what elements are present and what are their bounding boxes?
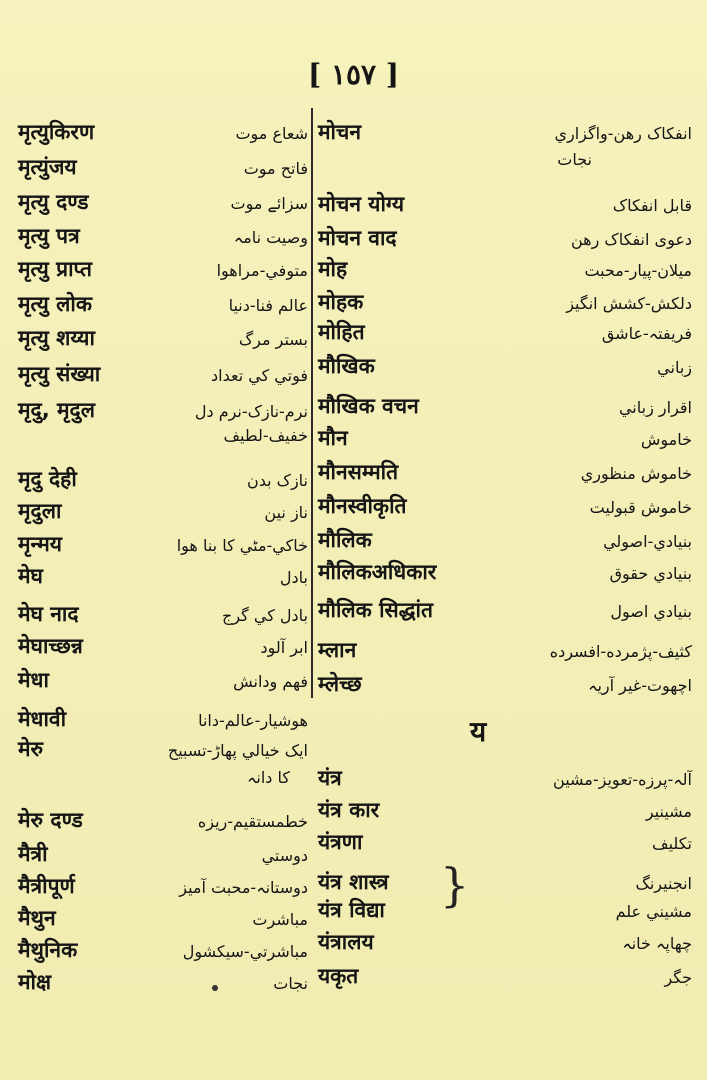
hindi-word: यंत्रालय (318, 930, 374, 954)
dictionary-entry (18, 666, 308, 694)
curly-brace-icon: } (440, 858, 470, 912)
dictionary-entry (18, 968, 308, 996)
urdu-meaning: انفکاک رهن-واگزاري (554, 124, 692, 143)
urdu-meaning: خاموش منظوري (580, 464, 692, 483)
dictionary-entry (318, 796, 692, 824)
hindi-word: मोचन योग्य (318, 192, 404, 216)
urdu-meaning: خطمستقیم-ریزه (197, 812, 308, 831)
dictionary-entry (318, 288, 692, 316)
urdu-meaning: خاموش قبولیت (589, 498, 692, 517)
hindi-word: मौनस्वीकृति (318, 494, 407, 518)
urdu-meaning: فهم ودانش (233, 672, 308, 691)
dictionary-entry (318, 190, 692, 218)
dictionary-entry (18, 600, 308, 628)
hindi-word: मोक्ष (18, 970, 52, 994)
hindi-word: मेधावी (18, 707, 67, 731)
dictionary-entry-continuation (18, 426, 308, 445)
hindi-word: मोहित (318, 320, 365, 344)
urdu-meaning: مشینیر (645, 802, 692, 821)
urdu-meaning: مشیني علم (615, 902, 692, 921)
urdu-meaning: خفیف-لطیف (223, 426, 308, 445)
dictionary-entry (318, 458, 692, 486)
hindi-word: मेरु (18, 737, 44, 761)
dictionary-entry (18, 153, 308, 181)
hindi-word: मेधा (18, 668, 49, 692)
dictionary-entry (18, 497, 308, 525)
dictionary-entry (318, 424, 692, 452)
urdu-meaning: دوستانہ-محبت آمیز (179, 878, 308, 897)
urdu-meaning: بنیادي حقوق (609, 564, 692, 583)
hindi-word: मृत्युंजय (18, 155, 77, 179)
hindi-word: मैथुनिक (18, 938, 78, 962)
urdu-meaning: تکلیف (652, 834, 692, 853)
dictionary-entry (318, 670, 692, 698)
hindi-word: मेघाच्छन्न (18, 634, 83, 658)
hindi-word: मैत्रीपूर्ण (18, 874, 75, 898)
dictionary-entry (318, 764, 692, 792)
dictionary-entry (18, 705, 308, 733)
urdu-meaning: ناز نین (264, 503, 308, 522)
dictionary-entry (18, 290, 308, 318)
urdu-meaning: نجات (557, 150, 592, 169)
urdu-meaning: خاکي-مٹي کا بنا هوا (176, 536, 308, 555)
dictionary-entry (18, 530, 308, 558)
hindi-word: मेघ (18, 564, 43, 588)
urdu-meaning: فوتي کي تعداد (211, 366, 308, 385)
hindi-word: मृत्यु दण्ड (18, 190, 89, 214)
urdu-meaning: کثیف-پژمرده-افسرده (549, 642, 692, 661)
hindi-word: मैथुन (18, 906, 56, 930)
hindi-word: यंत्र विद्या (318, 898, 385, 922)
page-number: [ ١٥٧ ] (307, 58, 400, 91)
urdu-meaning: نرم-نازک-نرم دل (194, 402, 308, 421)
dictionary-entry (18, 118, 308, 146)
urdu-meaning: بادل کي گرج (222, 606, 308, 625)
hindi-word: यंत्र (318, 766, 342, 790)
dictionary-entry-continuation (18, 768, 308, 787)
section-letter-heading: य (470, 715, 487, 748)
hindi-word: मौनसम्मति (318, 460, 399, 484)
urdu-meaning: میلان-پیار-محبت (584, 261, 692, 280)
urdu-meaning: دعوی انفکاک رهن (571, 230, 692, 249)
urdu-meaning: اچهوت-غیر آریہ (588, 676, 692, 695)
urdu-meaning: اقرار زباني (618, 398, 692, 417)
hindi-word: म्लेच्छ (318, 672, 362, 696)
hindi-word: मौखिक वचन (318, 394, 419, 418)
dictionary-entry (18, 840, 308, 868)
hindi-word: मृत्यु पत्र (18, 224, 80, 248)
dictionary-entry (18, 324, 308, 352)
urdu-meaning: نازک بدن (246, 471, 308, 490)
hindi-word: मृत्युकिरण (18, 120, 95, 144)
dictionary-entry (18, 222, 308, 250)
hindi-word: यंत्र कार (318, 798, 380, 822)
dictionary-entry (18, 936, 308, 964)
dictionary-entry (318, 492, 692, 520)
urdu-meaning: انجنیرنگ (635, 874, 692, 893)
hindi-word: मौलिक (318, 528, 372, 552)
urdu-meaning: فریفتہ-عاشق (601, 324, 692, 343)
hindi-word: मृदु देही (18, 467, 77, 491)
urdu-meaning: سزائے موت (230, 194, 308, 213)
urdu-meaning: خاموش (640, 430, 692, 449)
dictionary-entry (318, 118, 692, 146)
dictionary-entry-continuation (318, 150, 692, 169)
dictionary-entry (318, 392, 692, 420)
dictionary-entry (318, 896, 692, 924)
hindi-word: मोचन वाद (318, 226, 397, 250)
urdu-meaning: بستر مرگ (238, 330, 308, 349)
urdu-meaning: متوفي-مراهوا (216, 261, 308, 280)
urdu-meaning: بادل (279, 568, 308, 587)
urdu-meaning: هوشيار-عالم-دانا (198, 711, 308, 730)
urdu-meaning: دوستي (261, 846, 308, 865)
urdu-meaning: شعاع موت (235, 124, 308, 143)
hindi-word: मौलिक सिद्धांत (318, 598, 433, 622)
dictionary-entry (318, 828, 692, 856)
dictionary-entry (318, 318, 692, 346)
hindi-word: मृत्यु लोक (18, 292, 92, 316)
urdu-meaning: مباشرت (252, 910, 308, 929)
hindi-word: मौखिक (318, 354, 375, 378)
urdu-meaning: فاتح موت (243, 159, 308, 178)
dictionary-entry (18, 360, 308, 388)
hindi-word: यकृत (318, 964, 359, 988)
dictionary-entry (318, 558, 692, 586)
hindi-word: मैत्री (18, 842, 48, 866)
urdu-meaning: بنیادي اصول (610, 602, 692, 621)
dictionary-entry (318, 596, 692, 624)
hindi-word: म्लान (318, 638, 357, 662)
column-divider (311, 108, 313, 698)
hindi-word: मोह (318, 257, 348, 281)
dictionary-entry (18, 806, 308, 834)
hindi-word: मृदु, मृदुल (18, 398, 95, 422)
hindi-word: मौलिकअधिकार (318, 560, 437, 584)
dictionary-entry (318, 255, 692, 283)
dictionary-entry (318, 224, 692, 252)
urdu-meaning: کا دانہ (247, 768, 290, 787)
urdu-meaning: وصیت نامہ (233, 228, 308, 247)
dictionary-entry (18, 255, 308, 283)
hindi-word: मृत्यु संख्या (18, 362, 101, 386)
urdu-meaning: چهاپہ خانہ (622, 934, 692, 953)
urdu-meaning: مباشرتي-سیکشول (182, 942, 308, 961)
dictionary-entry (318, 636, 692, 664)
hindi-word: मृदुला (18, 499, 62, 523)
hindi-word: मौन (318, 426, 348, 450)
hindi-word: यंत्रणा (318, 830, 363, 854)
dictionary-entry (18, 396, 308, 424)
urdu-meaning: آلہ-پرزه-تعویز-مشین (553, 770, 692, 789)
hindi-word: मोचन (318, 120, 361, 144)
dictionary-entry (318, 868, 692, 896)
dictionary-entry (18, 632, 308, 660)
hindi-word: मृत्यु शय्या (18, 326, 95, 350)
dictionary-entry (18, 562, 308, 590)
hindi-word: मेघ नाद (18, 602, 79, 626)
dictionary-entry (18, 735, 308, 763)
urdu-meaning: ایک خیالي پهاڑ-تسبیح (167, 741, 308, 760)
dictionary-entry (18, 872, 308, 900)
urdu-meaning: زباني (657, 358, 692, 377)
urdu-meaning: جگر (664, 968, 692, 987)
urdu-meaning: عالم فنا-دنيا (228, 296, 308, 315)
dictionary-entry (318, 352, 692, 380)
dictionary-entry (318, 526, 692, 554)
dictionary-entry (18, 904, 308, 932)
dictionary-entry (18, 465, 308, 493)
hindi-word: मृत्यु प्राप्त (18, 257, 92, 281)
dictionary-entry (318, 962, 692, 990)
dictionary-entry (318, 928, 692, 956)
hindi-word: मृन्मय (18, 532, 62, 556)
urdu-meaning: قابل انفکاک (612, 196, 692, 215)
ink-dot (212, 985, 218, 991)
urdu-meaning: ابر آلود (260, 638, 308, 657)
urdu-meaning: بنیادي-اصولي (603, 532, 692, 551)
urdu-meaning: دلکش-کشش انگیز (566, 294, 692, 313)
hindi-word: यंत्र शास्त्र (318, 870, 389, 894)
hindi-word: मोहक (318, 290, 364, 314)
hindi-word: मेरु दण्ड (18, 808, 83, 832)
dictionary-entry (18, 188, 308, 216)
urdu-meaning: نجات (273, 974, 308, 993)
